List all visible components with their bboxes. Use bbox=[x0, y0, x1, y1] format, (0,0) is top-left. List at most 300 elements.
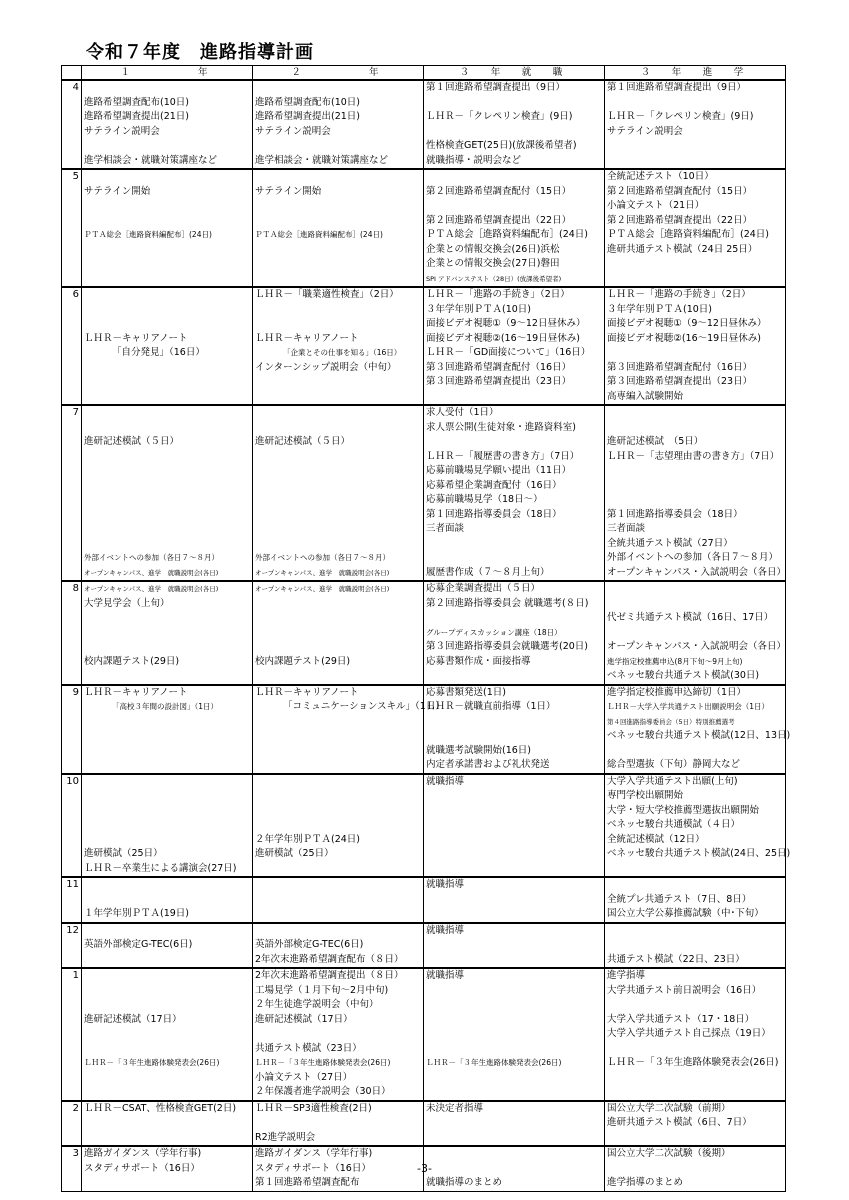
event-line: 進路希望調査配布(10日) bbox=[84, 96, 190, 108]
header-grade2: ２ 年 bbox=[253, 66, 424, 81]
event-line bbox=[426, 96, 602, 111]
event-line: 企業との情報交換会(26日)浜松 bbox=[426, 243, 560, 255]
event-line bbox=[84, 984, 250, 999]
event-line bbox=[84, 640, 250, 655]
event-line bbox=[84, 421, 250, 436]
cell-grade1 bbox=[82, 923, 253, 969]
event-line bbox=[426, 1147, 602, 1162]
event-line bbox=[426, 998, 602, 1013]
cell-grade3-employment bbox=[424, 877, 605, 923]
cell-grade1 bbox=[82, 169, 253, 287]
event-line bbox=[84, 493, 250, 508]
cell-grade1 bbox=[82, 774, 253, 878]
event-line: 第２回進路希望調査提出（22日） bbox=[426, 214, 572, 226]
cell-grade1 bbox=[82, 877, 253, 923]
event-line bbox=[84, 744, 250, 759]
event-line bbox=[255, 862, 421, 877]
event-line bbox=[255, 214, 421, 229]
event-line: サテライン説明会 bbox=[84, 125, 160, 137]
event-line: 英語外部検定G-TEC(6日) bbox=[84, 939, 193, 950]
event-line bbox=[426, 551, 602, 566]
event-line bbox=[255, 758, 421, 773]
event-line bbox=[255, 729, 421, 744]
event-line: 第２回進路希望調査配付（15日） bbox=[426, 185, 572, 197]
event-line: ベネッセ駿台共通テスト模試(30日) bbox=[607, 670, 760, 681]
cell-grade3-advancement bbox=[605, 923, 786, 969]
event-line bbox=[426, 125, 602, 140]
event-line: ＬＨＲ－「３年生進路体験発表会(26日) bbox=[84, 1058, 220, 1067]
event-line bbox=[426, 537, 602, 552]
event-line bbox=[426, 847, 602, 862]
event-line bbox=[84, 789, 250, 804]
event-line bbox=[255, 303, 421, 318]
event-line: 三者面談 bbox=[426, 523, 465, 534]
header-corner bbox=[62, 66, 82, 81]
event-line bbox=[84, 288, 250, 303]
event-line bbox=[255, 390, 421, 405]
event-line bbox=[607, 938, 783, 953]
event-line: ＬＨＲ－「職業適性検査」（2日） bbox=[255, 289, 399, 300]
event-line: スタディサポート（16日） bbox=[255, 1162, 371, 1174]
event-line bbox=[255, 789, 421, 804]
cell-grade1 bbox=[82, 581, 253, 685]
month-label: 1 bbox=[62, 968, 82, 1101]
event-line: 専門学校出願開始 bbox=[607, 790, 684, 801]
month-row bbox=[62, 287, 786, 405]
event-line: 応募書類作成・面接指導 bbox=[426, 655, 531, 667]
event-line: 国公立大学二次試験（後期） bbox=[607, 1148, 731, 1159]
event-line: 進研記述模試（17日） bbox=[255, 1013, 353, 1025]
cell-grade3-advancement bbox=[605, 1101, 786, 1147]
event-line bbox=[255, 375, 421, 390]
event-line bbox=[426, 390, 602, 405]
event-line: ベネッセ駿台共通模試（４日） bbox=[607, 819, 741, 830]
event-line: 代ゼミ共通テスト模試（16日、17日） bbox=[607, 612, 774, 623]
event-line bbox=[255, 669, 421, 684]
event-line bbox=[84, 998, 250, 1013]
cell-grade3-advancement bbox=[605, 80, 786, 169]
guidance-plan-table bbox=[61, 65, 791, 1192]
event-line: ＬＨＲ－就職直前指導（1日） bbox=[426, 701, 556, 712]
event-line: 進路希望調査提出(21日) bbox=[84, 111, 190, 122]
event-line bbox=[255, 257, 421, 272]
cell-grade3-advancement bbox=[605, 774, 791, 878]
month-row bbox=[62, 685, 786, 774]
event-line: 小論文テスト（21日） bbox=[607, 200, 705, 211]
event-line: 工場見学（１月下旬～2月中旬) bbox=[255, 984, 389, 996]
event-line: 進学指定校推薦申込締切（1日） bbox=[607, 686, 747, 698]
event-line: 第３回進路希望調査配付（16日） bbox=[426, 361, 572, 373]
event-line bbox=[84, 243, 250, 258]
event-line: 内定者承諾書および礼状発送 bbox=[426, 759, 550, 770]
event-line: 就職選考試験開始(16日) bbox=[426, 744, 532, 756]
cell-grade3-employment bbox=[424, 923, 605, 969]
event-line bbox=[255, 81, 421, 96]
event-line: 就職指導 bbox=[426, 924, 465, 936]
event-line bbox=[255, 199, 421, 214]
month-label: 9 bbox=[62, 685, 82, 774]
event-line: 履歴書作成（７～８月上旬） bbox=[426, 566, 550, 578]
event-line: 応募書類発送(1日) bbox=[426, 686, 506, 698]
event-line bbox=[84, 508, 250, 523]
event-line bbox=[255, 893, 421, 908]
event-line: 進研模試（25日） bbox=[255, 848, 334, 859]
cell-grade3-employment bbox=[424, 968, 605, 1101]
event-line bbox=[607, 597, 783, 612]
event-line: 共通テスト模試（22日、23日） bbox=[607, 953, 745, 965]
event-line bbox=[255, 907, 421, 922]
event-line bbox=[84, 81, 250, 96]
month-row bbox=[62, 405, 786, 581]
event-line bbox=[426, 611, 602, 626]
event-line bbox=[84, 1176, 250, 1191]
event-line: 高専編入試験開始 bbox=[607, 390, 684, 402]
event-line: ＬＨＲ－キャリアノート bbox=[84, 686, 188, 698]
month-label: 6 bbox=[62, 287, 82, 405]
event-line: 進学指導のまとめ bbox=[607, 1177, 684, 1188]
event-line: グループディスカッション講座（18日） bbox=[426, 627, 562, 637]
event-line: 応募企業調査提出（５日） bbox=[426, 583, 541, 594]
event-line bbox=[607, 139, 783, 154]
event-line bbox=[607, 96, 783, 111]
month-row bbox=[62, 968, 786, 1101]
cell-grade3-employment bbox=[424, 405, 605, 581]
event-line bbox=[426, 984, 602, 999]
event-line bbox=[255, 640, 421, 655]
event-line: ＬＨＲ－「３年生進路体験発表会(26日) bbox=[255, 1058, 391, 1067]
event-line bbox=[607, 862, 783, 877]
event-line bbox=[255, 170, 421, 185]
event-line: ＰＴＡ総会［進路資料編配布］(24日) bbox=[607, 229, 770, 240]
cell-grade2 bbox=[253, 1101, 424, 1147]
event-line: サテライン説明会 bbox=[255, 125, 331, 137]
event-line bbox=[607, 154, 783, 169]
event-line: 求人受付（1日） bbox=[426, 407, 499, 418]
event-line bbox=[255, 804, 421, 819]
event-line: 全統共通テスト模試（27日） bbox=[607, 537, 733, 549]
event-line bbox=[426, 729, 602, 744]
event-line: 進研共通テスト模試（6日、7日） bbox=[607, 1117, 752, 1128]
month-label: 3 bbox=[62, 1146, 82, 1191]
event-line: 第４回進路指導委員会（5日）特別推薦選考 bbox=[607, 717, 735, 726]
month-row bbox=[62, 80, 786, 169]
event-line bbox=[426, 789, 602, 804]
event-line: 進研記述模試（17日） bbox=[84, 1013, 182, 1025]
event-line bbox=[84, 953, 250, 968]
event-line: 進研共通テスト模試（24日 25日） bbox=[607, 243, 758, 255]
event-line: 進研記述模試 （5日） bbox=[607, 436, 704, 447]
event-line: ＬＨＲ－「クレペリン検査」(9日) bbox=[607, 111, 754, 122]
cell-grade1 bbox=[82, 968, 253, 1101]
event-line: スタディサポート（16日） bbox=[84, 1162, 200, 1174]
event-line: 第３回進路希望調査提出（23日） bbox=[426, 376, 572, 387]
event-line bbox=[255, 818, 421, 833]
event-line bbox=[426, 1131, 602, 1146]
cell-grade1 bbox=[82, 685, 253, 774]
event-line: オープンキャンパス、進学 就職説明会(各日) bbox=[84, 585, 219, 593]
event-line bbox=[255, 317, 421, 332]
cell-grade3-employment bbox=[424, 774, 605, 878]
event-line bbox=[84, 611, 250, 626]
event-line: １年学年別ＰＴＡ(19日) bbox=[84, 908, 190, 919]
event-line bbox=[426, 1013, 602, 1028]
event-line: 第２回進路希望調査提出（22日） bbox=[607, 214, 753, 226]
event-line bbox=[84, 804, 250, 819]
event-line: 校内課題テスト(29日) bbox=[255, 655, 351, 667]
event-line bbox=[84, 893, 250, 908]
event-line bbox=[607, 272, 783, 287]
event-line: ＬＨＲ－CSAT、性格検査GET(2日) bbox=[84, 1102, 237, 1114]
month-row bbox=[62, 581, 786, 685]
event-line: 企業との情報交換会(27日)磐田 bbox=[426, 258, 560, 269]
event-line: ＬＨＲ－「履歴書の書き方」（7日） bbox=[426, 450, 580, 462]
event-line: 外部イベントへの参加（各日７～８月） bbox=[84, 553, 219, 562]
event-line bbox=[255, 272, 421, 287]
event-line bbox=[426, 907, 602, 922]
cell-grade3-advancement bbox=[605, 968, 786, 1101]
cell-grade1 bbox=[82, 1101, 253, 1147]
month-label: 8 bbox=[62, 581, 82, 685]
event-line bbox=[426, 953, 602, 968]
event-line: 応募前職場見学願い提出（11日） bbox=[426, 465, 572, 476]
event-line: 進路ガイダンス（学年行事) bbox=[84, 1148, 202, 1159]
month-label: 7 bbox=[62, 405, 82, 581]
event-line: 進研記述模試（５日） bbox=[84, 436, 180, 447]
event-line bbox=[426, 435, 602, 450]
month-row bbox=[62, 1101, 786, 1147]
event-line: R2進学説明会 bbox=[255, 1131, 316, 1143]
event-line: ＬＨＲ－「志望理由書の書き方」（7日） bbox=[607, 450, 780, 462]
event-line bbox=[255, 775, 421, 790]
event-line: 総合型選抜（下旬）静岡大など bbox=[607, 759, 741, 770]
event-line bbox=[84, 833, 250, 848]
event-line bbox=[255, 508, 421, 523]
event-line bbox=[84, 537, 250, 552]
event-line: 面接ビデオ視聴②(16～19日昼休み) bbox=[607, 332, 761, 344]
event-line: 就職指導のまとめ bbox=[426, 1177, 503, 1188]
event-line: 全統プレ共通テスト（7日、8日） bbox=[607, 893, 752, 905]
event-line bbox=[84, 1071, 250, 1086]
header-row bbox=[62, 66, 786, 81]
event-line bbox=[426, 199, 602, 214]
event-line bbox=[255, 493, 421, 508]
event-line: サテライン開始 bbox=[255, 185, 322, 197]
event-line bbox=[84, 1116, 250, 1131]
event-line bbox=[84, 303, 250, 318]
event-line bbox=[84, 406, 250, 421]
event-line: 未決定者指導 bbox=[426, 1102, 484, 1114]
event-line bbox=[255, 450, 421, 465]
event-line: 第１回進路希望調査提出（9日） bbox=[607, 82, 747, 93]
event-line: 校内課題テスト(29日) bbox=[84, 655, 180, 667]
event-line: ＬＨＲ－「クレペリン検査」(9日) bbox=[426, 111, 573, 122]
event-line: 「コミュニケーションスキル」（1日） bbox=[283, 701, 445, 712]
event-line: サテライン開始 bbox=[84, 185, 151, 197]
event-line bbox=[607, 464, 783, 479]
event-line bbox=[426, 1042, 602, 1057]
cell-grade3-employment bbox=[424, 581, 605, 685]
cell-grade3-employment bbox=[424, 287, 605, 405]
event-line: ＬＨＲ－「３年生進路体験発表会(26日) bbox=[607, 1057, 779, 1068]
event-line bbox=[84, 775, 250, 790]
event-line bbox=[84, 818, 250, 833]
event-line bbox=[607, 479, 783, 494]
event-line: 「自分発見」（16日） bbox=[112, 347, 205, 358]
event-line bbox=[84, 924, 250, 939]
event-line: ＬＨＲ－「進路の手続き」（2日） bbox=[607, 289, 751, 300]
event-line: 進研模試（25日） bbox=[84, 848, 163, 859]
cell-grade2 bbox=[253, 923, 424, 969]
event-line: 進路希望調査提出(21日) bbox=[255, 111, 361, 122]
event-line: ＬＨＲ－卒業生による講演会(27日) bbox=[84, 862, 237, 874]
event-line bbox=[255, 597, 421, 612]
event-line: ＰＴＡ総会［進路資料編配布］(24日) bbox=[255, 230, 383, 239]
header-grade3-advancement: ３ 年 進 学 bbox=[605, 66, 786, 81]
event-line bbox=[255, 878, 421, 893]
event-line: インターンシップ説明会（中旬） bbox=[255, 361, 397, 373]
event-line bbox=[607, 257, 783, 272]
event-line: 「企業とその仕事を知る」（16日） bbox=[283, 348, 402, 357]
event-line: 第１回進路希望調査配布 bbox=[255, 1177, 360, 1188]
event-line: ＬＨＲ－「３年生進路体験発表会(26日) bbox=[426, 1058, 562, 1067]
event-line: 国公立大学公募推薦試験（中･下旬） bbox=[607, 908, 764, 919]
event-line: 全統記述テスト（10日） bbox=[607, 171, 714, 182]
event-line bbox=[607, 626, 783, 641]
event-line bbox=[84, 375, 250, 390]
event-line: 就職指導・説明会など bbox=[426, 154, 522, 166]
event-line: 大学見学会（上旬） bbox=[84, 597, 170, 609]
event-line: 第３回進路希望調査提出（23日） bbox=[607, 376, 753, 387]
month-row bbox=[62, 877, 786, 923]
event-line: 第１回進路指導委員会（18日） bbox=[607, 508, 743, 520]
event-line: 国公立大学二次試験（前期） bbox=[607, 1102, 731, 1114]
event-line: 第３回進路指導委員会就職選考(20日) bbox=[426, 641, 589, 652]
cell-grade3-employment bbox=[424, 169, 605, 287]
event-line bbox=[84, 317, 250, 332]
event-line bbox=[84, 758, 250, 773]
event-line bbox=[607, 924, 783, 939]
event-line bbox=[84, 257, 250, 272]
event-line: オープンキャンパス・入試説明会（各日） bbox=[607, 641, 786, 652]
event-line: 就職指導 bbox=[426, 970, 465, 981]
event-line: 大学共通テスト前日説明会（16日） bbox=[607, 984, 762, 996]
cell-grade3-employment bbox=[424, 1101, 605, 1147]
event-line bbox=[255, 537, 421, 552]
event-line: 就職指導 bbox=[426, 879, 465, 890]
cell-grade1 bbox=[82, 287, 253, 405]
event-line bbox=[84, 1042, 250, 1057]
event-line bbox=[84, 139, 250, 154]
event-line: 面接ビデオ視聴②(16～19日昼休み) bbox=[426, 332, 580, 344]
event-line bbox=[255, 1116, 421, 1131]
event-line bbox=[255, 479, 421, 494]
event-line: 大学入学共通テスト（17・18日） bbox=[607, 1013, 755, 1025]
cell-grade2 bbox=[253, 581, 424, 685]
event-line bbox=[607, 582, 783, 597]
event-line: 性格検査GET(25日)(放課後希望者) bbox=[426, 140, 577, 151]
cell-grade1 bbox=[82, 405, 253, 581]
cell-grade3-advancement bbox=[605, 877, 786, 923]
cell-grade3-advancement bbox=[605, 287, 786, 405]
event-line: 進研記述模試（５日） bbox=[255, 436, 351, 447]
event-line bbox=[426, 818, 602, 833]
month-label: 11 bbox=[62, 877, 82, 923]
event-line bbox=[607, 421, 783, 436]
event-line bbox=[84, 199, 250, 214]
event-line: 英語外部検定G-TEC(6日) bbox=[255, 939, 364, 950]
event-line bbox=[607, 1071, 783, 1086]
event-line: 外部イベントへの参加（各日７～８月） bbox=[255, 553, 390, 562]
event-line: オープンキャンパス、進学 就職説明会(各日) bbox=[84, 568, 219, 577]
header-grade3-employment: ３ 年 就 職 bbox=[424, 66, 605, 81]
event-line: ２年学年別ＰＴＡ(24日) bbox=[255, 833, 361, 845]
event-line: 第１回進路希望調査提出（9日） bbox=[426, 82, 566, 93]
event-line bbox=[255, 1027, 421, 1042]
event-line bbox=[607, 744, 783, 759]
plan-body bbox=[62, 80, 791, 1191]
event-line bbox=[84, 1131, 250, 1146]
event-line bbox=[84, 626, 250, 641]
event-line bbox=[426, 170, 602, 185]
event-line: ＰＴＡ総会［進路資料編配布］(24日) bbox=[426, 229, 589, 240]
event-line: 進路希望調査配布(10日) bbox=[255, 96, 361, 108]
event-line bbox=[84, 1027, 250, 1042]
event-line bbox=[607, 346, 783, 361]
cell-grade3-advancement bbox=[605, 685, 791, 774]
cell-grade3-advancement bbox=[605, 581, 786, 685]
event-line: 2年次末進路希望調査配布（８日） bbox=[255, 953, 404, 965]
page-title: 令和７年度 進路指導計画 bbox=[86, 42, 314, 63]
event-line bbox=[84, 464, 250, 479]
event-line: 三者面談 bbox=[607, 523, 646, 534]
event-line: 求人票公開(生徒対象・進路資料室) bbox=[426, 421, 576, 433]
event-line bbox=[607, 878, 783, 893]
event-line bbox=[426, 1071, 602, 1086]
page-number: -3- bbox=[417, 1162, 432, 1175]
cell-grade1 bbox=[82, 80, 253, 169]
event-line: 大学・短大学校推薦型選抜出願開始 bbox=[607, 804, 760, 816]
event-line bbox=[255, 744, 421, 759]
event-line bbox=[607, 493, 783, 508]
cell-grade2 bbox=[253, 169, 424, 287]
event-line bbox=[84, 715, 250, 730]
event-line: 面接ビデオ視聴①（9～12日昼休み） bbox=[607, 318, 767, 329]
cell-grade3-advancement bbox=[605, 405, 786, 581]
event-line bbox=[255, 522, 421, 537]
event-line bbox=[84, 272, 250, 287]
event-line bbox=[255, 611, 421, 626]
event-line: 進路ガイダンス（学年行事) bbox=[255, 1148, 373, 1159]
event-line bbox=[426, 833, 602, 848]
header-grade1: １ 年 bbox=[82, 66, 253, 81]
event-line: 面接ビデオ視聴①（9～12日昼休み） bbox=[426, 318, 586, 329]
event-line bbox=[255, 421, 421, 436]
event-line: 第２回進路希望調査配付（15日） bbox=[607, 185, 753, 197]
event-line: ３年学年別ＰＴＡ(10日) bbox=[607, 303, 713, 315]
cell-grade2 bbox=[253, 80, 424, 169]
event-line: ＬＨＲ－キャリアノート bbox=[255, 686, 359, 698]
month-label: 12 bbox=[62, 923, 82, 969]
cell-grade2 bbox=[253, 287, 424, 405]
event-line: 2年次末進路希望調査提出（８日） bbox=[255, 970, 404, 981]
event-line bbox=[84, 479, 250, 494]
event-line: ２年保護者進学説明会（30日） bbox=[255, 1086, 391, 1097]
event-line bbox=[84, 969, 250, 984]
event-line bbox=[84, 361, 250, 376]
event-line: ＬＨＲ－SP3適性検査(2日) bbox=[255, 1102, 372, 1114]
month-row bbox=[62, 923, 786, 969]
event-line: 進学相談会・就職対策講座など bbox=[84, 154, 218, 166]
